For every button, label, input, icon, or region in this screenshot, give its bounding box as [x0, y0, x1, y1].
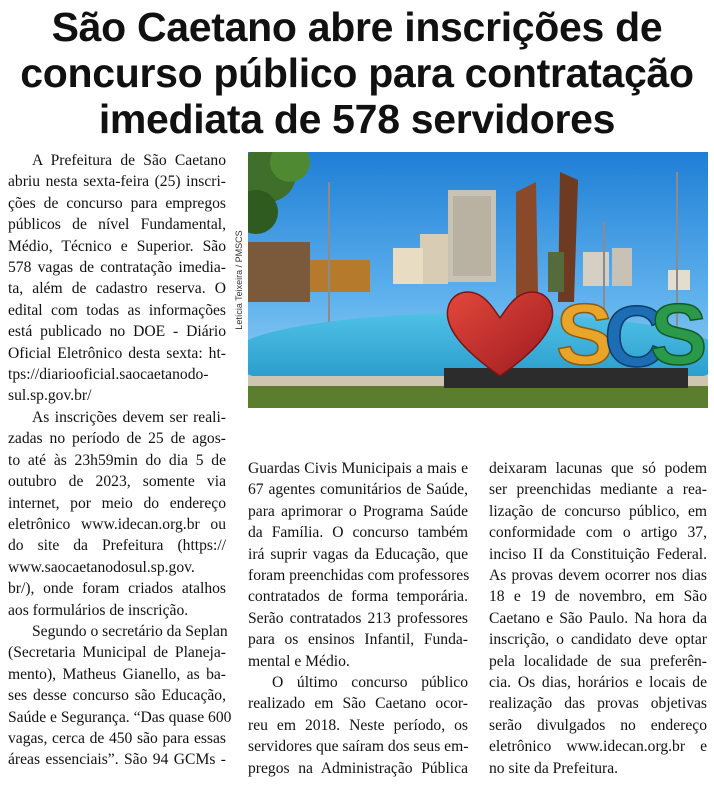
text-line: aos formulários de inscrição. — [8, 601, 189, 619]
article-photo — [248, 152, 708, 408]
text-line: O último concurso público — [272, 674, 468, 692]
text-line: mento), Matheus Gianello, as ba- — [8, 665, 226, 683]
sign-letter-s1: S — [556, 287, 614, 383]
text-line: zadas no período de 25 de agos- — [8, 430, 226, 448]
text-line: deixaram lacunas que só podem — [489, 460, 707, 477]
photo-credit — [232, 152, 246, 408]
text-line: Médio, Técnico e Superior. São — [8, 237, 226, 255]
text-line: ser preenchidas mediante a rea- — [489, 481, 707, 499]
text-line: Guardas Civis Municipais a mais e — [248, 460, 468, 477]
text-line: 67 agentes comunitários de Saúde, — [248, 481, 468, 499]
text-line: da Família. O concurso também — [248, 524, 468, 542]
text-line: 18 e 19 de novembro, em São — [489, 588, 707, 606]
text-line: internet, por meio do endereço — [8, 494, 226, 512]
text-line: do site da Prefeitura (https:// — [8, 537, 226, 555]
text-line: cia. Os dias, horários e locais de — [489, 674, 707, 692]
text-line: públicos de nível Fundamental, — [8, 216, 226, 234]
text-line: inciso II da Constituição Federal. — [489, 545, 707, 563]
text-line: reu em 2018. Neste período, os — [248, 716, 468, 734]
headline-line-3: imediata de 578 servidores — [98, 96, 616, 142]
text-line: As provas devem ocorrer nos dias — [489, 567, 707, 585]
text-line: pela localidade de sua preferên- — [489, 652, 707, 670]
text-line: ta, além de cadastro reserva. O — [8, 280, 226, 298]
text-line: para aprimorar o Programa Saúde — [248, 502, 468, 520]
text-line: (Secretaria Municipal de Planeja- — [8, 644, 226, 662]
text-line: para os ensinos Infantil, Funda- — [248, 631, 468, 649]
text-line: ções de concurso para empregos — [8, 194, 226, 212]
text-line: servidores que saíram dos seus em- — [248, 738, 469, 756]
text-line: pregos na Administração Pública — [248, 759, 468, 777]
text-line: Segundo o secretário da Seplan — [32, 622, 228, 640]
headline-line-1: São Caetano abre inscrições de — [51, 4, 663, 50]
text-line: serão divulgados no endereço — [489, 716, 707, 734]
text-line: lização de concurso público, em — [489, 502, 707, 520]
text-line: eletrônico www.idecan.org.br e — [489, 738, 707, 756]
sign-letter-c: C — [604, 289, 667, 385]
article-column-1 — [8, 150, 232, 771]
text-line: no site da Prefeitura. — [489, 759, 619, 777]
text-line: inscrição, o candidato deve optar — [489, 631, 707, 649]
article-column-3 — [489, 458, 707, 779]
text-line: www.saocaetanodosul.sp.gov. — [8, 558, 195, 576]
text-line: realizado em São Caetano ocor- — [248, 695, 468, 713]
text-line: Saúde e Segurança. “Das quase 600 — [8, 708, 232, 726]
text-line: to até às 23h59min do dia 5 de — [8, 451, 226, 469]
text-line: sul.sp.gov.br/ — [8, 387, 92, 405]
text-line: abriu nesta sexta-feira (25) inscri- — [8, 173, 226, 191]
text-line: mental e Médio. — [248, 652, 350, 670]
text-line: tps://diariooficial.saocaetanodo- — [8, 366, 209, 384]
text-line: outubro de 2023, somente via — [8, 473, 226, 491]
plaza-photo-illustration — [248, 152, 708, 408]
text-line: áreas essenciais”. São 94 GCMs - — [8, 751, 226, 769]
headline-line-2: concurso público para contratação — [20, 50, 694, 96]
text-line: contratados de forma temporária. — [248, 588, 468, 606]
text-line: Caetano e São Paulo. Na hora da — [489, 609, 707, 627]
headline — [0, 4, 714, 142]
text-line: ses desse concurso são Educação, — [8, 687, 226, 705]
article-column-2 — [248, 458, 468, 779]
text-line: edital com todas as informações — [8, 301, 226, 319]
text-line: As inscrições devem ser reali- — [32, 408, 226, 426]
text-line: Oficial Eletrônico desta sexta: ht- — [8, 344, 226, 362]
text-line: Serão contratados 213 professores — [248, 609, 468, 627]
text-line: irá suprir vagas da Educação, que — [248, 545, 468, 563]
text-line: eletrônico www.idecan.org.br ou — [8, 515, 226, 533]
text-line: realização das provas objetivas — [489, 695, 707, 713]
text-line: foram preenchidas com professores — [248, 567, 470, 585]
photo-credit-text: Letícia Teixeira / PMSCS — [234, 230, 244, 330]
text-line: br/), onde foram criados atalhos — [8, 580, 226, 598]
sign-letter-s2: S — [650, 287, 708, 383]
text-line: está publicado no DOE - Diário — [8, 323, 226, 341]
text-line: conformidade com o artigo 37, — [489, 524, 707, 542]
text-line: 578 vagas de contratação imedia- — [8, 259, 226, 277]
text-line: vagas, cerca de 450 são para essas — [8, 729, 226, 747]
text-line: A Prefeitura de São Caetano — [32, 152, 226, 169]
